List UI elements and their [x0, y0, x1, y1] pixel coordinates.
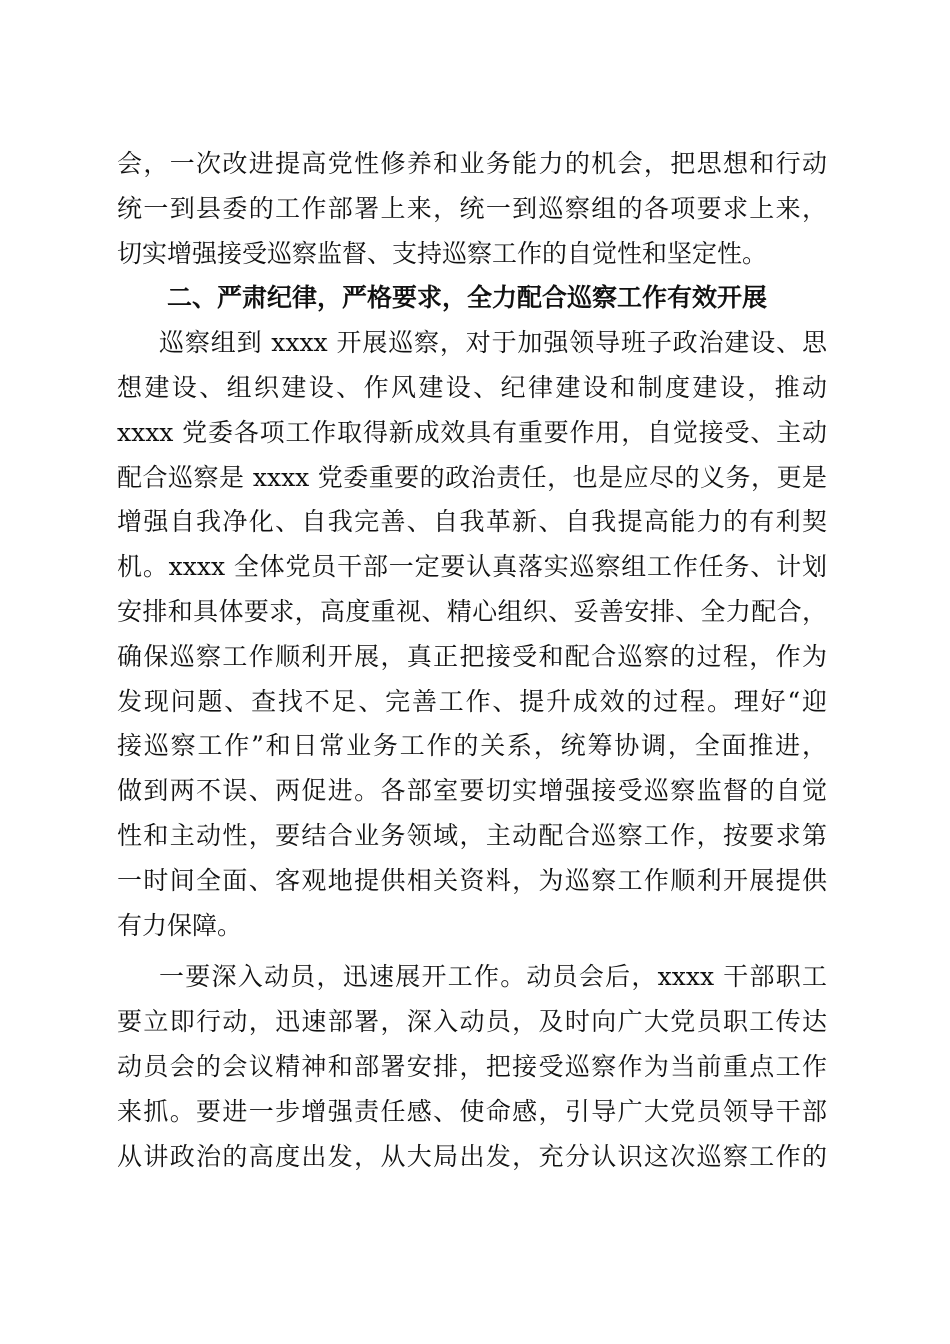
paragraph-line: 一时间全面、客观地提供相关资料，为巡察工作顺利开展提供	[117, 865, 827, 895]
paragraph-line: 做到两不误、两促进。各部室要切实增强接受巡察监督的自觉	[117, 776, 827, 806]
paragraph-line: 有力保障。	[117, 910, 243, 940]
paragraph-line: 配合巡察是 xxxx 党委重要的政治责任，也是应尽的义务，更是	[117, 462, 827, 492]
document-body	[117, 142, 827, 1179]
paragraph-line: 一要深入动员，迅速展开工作。动员会后，xxxx 干部职工	[159, 962, 827, 992]
paragraph-line: 发现问题、查找不足、完善工作、提升成效的过程。理好“迎	[117, 686, 827, 716]
paragraph-line: 接巡察工作”和日常业务工作的关系，统筹协调，全面推进，	[117, 731, 827, 761]
paragraph-line: xxxx 党委各项工作取得新成效具有重要作用，自觉接受、主动	[117, 417, 827, 447]
paragraph-line: 切实增强接受巡察监督、支持巡察工作的自觉性和坚定性。	[117, 238, 768, 268]
paragraph-3	[117, 955, 827, 1179]
paragraph-line: 统一到县委的工作部署上来，统一到巡察组的各项要求上来，	[117, 193, 827, 223]
paragraph-2	[117, 321, 827, 948]
paragraph-line: 机。xxxx 全体党员干部一定要认真落实巡察组工作任务、计划	[117, 552, 827, 582]
section-heading: 二、严肃纪律，严格要求，全力配合巡察工作有效开展	[167, 283, 768, 313]
paragraph-line: 从讲政治的高度出发，从大局出发，充分认识这次巡察工作的	[117, 1141, 827, 1171]
paragraph-line: 确保巡察工作顺利开展，真正把接受和配合巡察的过程，作为	[117, 641, 827, 671]
paragraph-line: 动员会的会议精神和部署安排，把接受巡察作为当前重点工作	[117, 1051, 827, 1081]
paragraph-line: 来抓。要进一步增强责任感、使命感，引导广大党员领导干部	[117, 1096, 827, 1126]
paragraph-line: 安排和具体要求，高度重视、精心组织、妥善安排、全力配合，	[117, 596, 827, 626]
paragraph-spacer	[117, 948, 827, 955]
paragraph-line: 巡察组到 xxxx 开展巡察，对于加强领导班子政治建设、思	[159, 328, 827, 358]
paragraph-line: 会，一次改进提高党性修养和业务能力的机会，把思想和行动	[117, 149, 827, 178]
paragraph-line: 要立即行动，迅速部署，深入动员，及时向广大党员职工传达	[117, 1007, 827, 1037]
paragraph-line: 想建设、组织建设、作风建设、纪律建设和制度建设，推动	[117, 372, 827, 402]
paragraph-line: 增强自我净化、自我完善、自我革新、自我提高能力的有利契	[117, 507, 827, 537]
paragraph-line: 性和主动性，要结合业务领域，主动配合巡察工作，按要求第	[117, 820, 827, 850]
paragraph-1	[117, 142, 827, 276]
